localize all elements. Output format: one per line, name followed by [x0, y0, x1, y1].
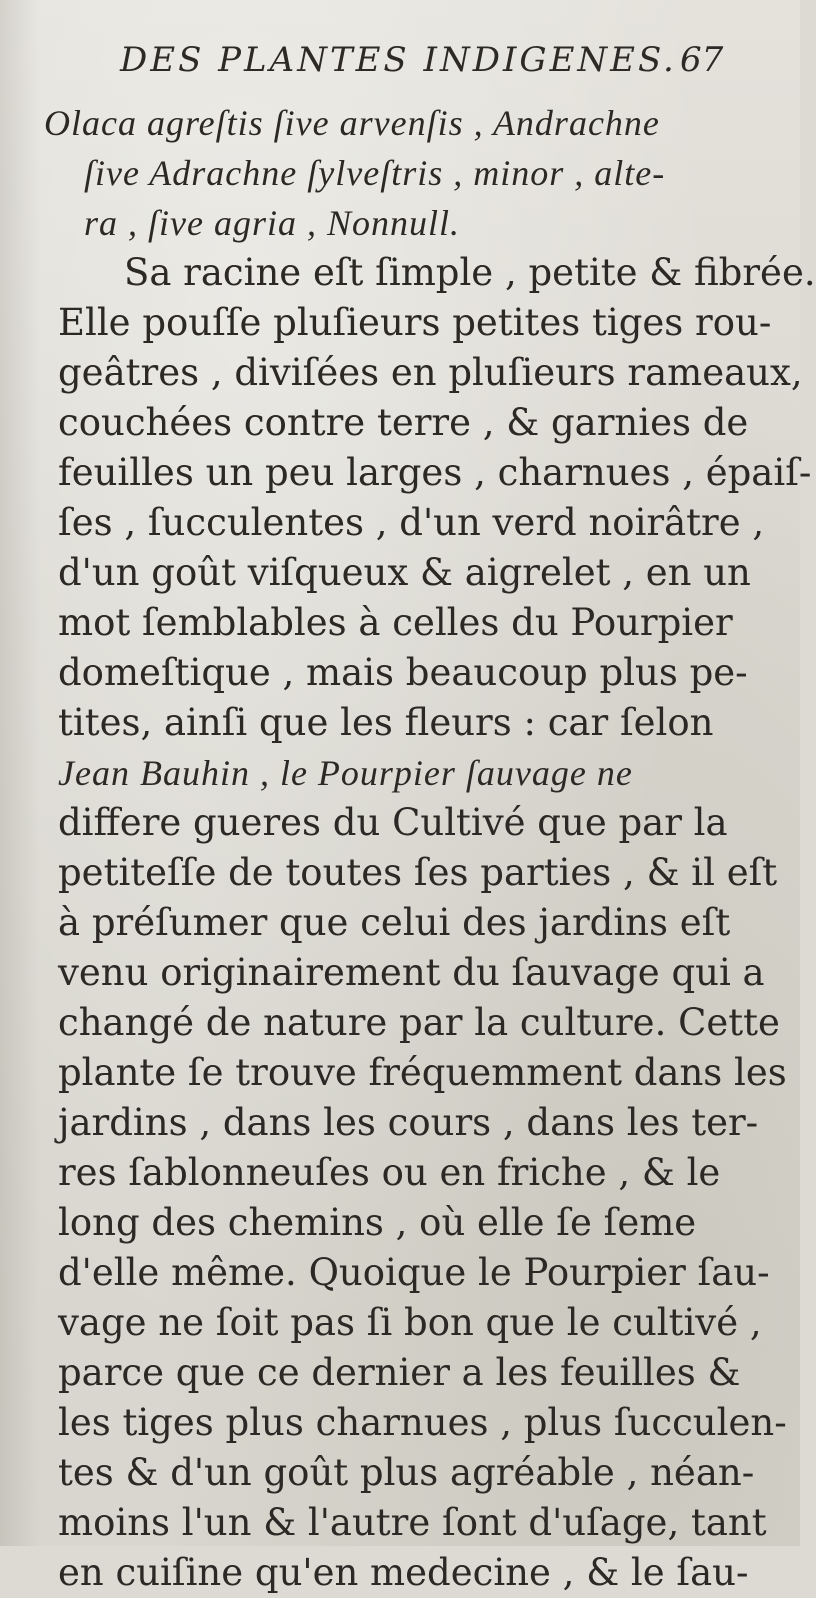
text-line: Olaca agreſtis ſive arvenſis , Andrachne	[44, 103, 660, 143]
text-line: plante ſe trouve fréquemment dans les	[58, 1051, 787, 1094]
text-line: res ſablonneuſes ou en friche , & le	[58, 1151, 721, 1194]
page-gutter-shadow	[0, 0, 40, 1546]
text-line: moins l'un & l'autre ſont d'uſage, tant	[58, 1501, 767, 1544]
text-line: petiteſſe de toutes ſes parties , & il eſt	[58, 851, 778, 894]
text-line: feuilles un peu larges , charnues , épaiſ-	[58, 451, 812, 494]
text-line: geâtres , diviſées en pluſieurs rameaux,	[58, 351, 803, 394]
text-line: jardins , dans les cours , dans les ter-	[58, 1101, 759, 1144]
text-line: Jean Bauhin , le Pourpier ſauvage ne	[58, 753, 633, 793]
text-line: differe gueres du Cultivé que par la	[58, 801, 728, 844]
page-header	[0, 40, 800, 90]
text-line: les tiges plus charnues , plus ſucculen-	[58, 1401, 787, 1444]
text-line: d'un goût viſqueux & aigrelet , en un	[58, 551, 751, 594]
text-line: mot ſemblables à celles du Pourpier	[58, 601, 733, 644]
text-line: d'elle même. Quoique le Pourpier ſau-	[58, 1251, 770, 1294]
text-line: Sa racine eſt ſimple , petite & fibrée.	[124, 251, 816, 294]
text-line: Elle pouſſe pluſieurs petites tiges rou-	[58, 301, 772, 344]
text-line: couchées contre terre , & garnies de	[58, 401, 749, 444]
text-line: en cuiſine qu'en medecine , & le ſau-	[58, 1551, 749, 1594]
text-line: ra , ſive agria , Nonnull.	[84, 203, 460, 243]
text-line: long des chemins , où elle ſe ſeme	[58, 1201, 697, 1244]
text-line: ſes , ſucculentes , d'un verd noirâtre ,	[58, 501, 765, 544]
body-text	[44, 98, 816, 1598]
text-line: tes & d'un goût plus agréable , néan-	[58, 1451, 755, 1494]
running-title: DES PLANTES INDIGENES.	[120, 40, 677, 80]
text-line: tites, ainſi que les fleurs : car ſelon	[58, 701, 714, 744]
text-line: domeſtique , mais beaucoup plus pe-	[58, 651, 748, 694]
text-line: changé de nature par la culture. Cette	[58, 1001, 780, 1044]
text-line: vage ne ſoit pas ſi bon que le cultivé ,	[58, 1301, 762, 1344]
text-line: ſive Adrachne ſylveſtris , minor , alte-	[84, 153, 666, 193]
text-line: à préſumer que celui des jardins eſt	[58, 901, 731, 944]
text-line: parce que ce dernier a les feuilles &	[58, 1351, 741, 1394]
page-number: 67	[680, 40, 724, 80]
text-line: venu originairement du ſauvage qui a	[58, 951, 765, 994]
